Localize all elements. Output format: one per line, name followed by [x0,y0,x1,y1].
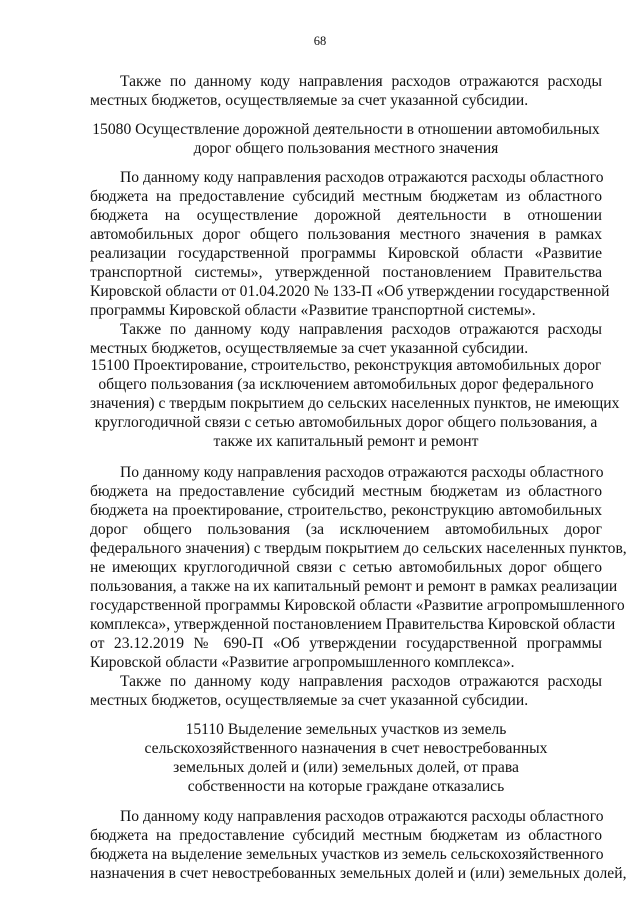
heading-line: общего пользования (за исключением автомобильных дорог федерального [98,376,594,393]
heading-line: земельных долей и (или) земельных долей, от права [173,759,519,776]
paragraph-4 [90,463,627,672]
heading-line: 15080 Осуществление дорожной деятельности в отношении автомобильных [92,121,600,138]
text-line: Также по данному коду направления расходов отражаются расходы [120,73,602,90]
section-heading-15110 [90,720,602,796]
text-line: не имеющих круглогодичной связи с сетью автомобильных дорог общего [90,559,602,576]
heading-line: дорог общего пользования местного значения [193,140,499,157]
text-line: реализации государственной программы Кировской области «Развитие [90,245,602,262]
paragraph-3 [90,320,602,358]
text-line: бюджета на предоставление субсидий местным бюджетам из областного [90,483,602,500]
text-line: государственной программы Кировской области «Развитие агропромышленного [90,597,625,614]
text-line: Также по данному коду направления расходов отражаются расходы [120,321,602,338]
text-line: комплекса», утвержденной постановлением Правительства Кировской области [90,616,616,633]
text-line: автомобильных дорог общего пользования местного значения в рамках [90,226,602,243]
text-line: бюджета на выделение земельных участков из земель сельскохозяйственного [90,846,604,863]
text-line: бюджета на проектирование, строительство, реконструкцию автомобильных [90,502,602,519]
heading-line: значения) с твердым покрытием до сельских населенных пунктов, не имеющих [90,395,620,412]
heading-line: 15100 Проектирование, строительство, реконструкция автомобильных дорог [90,357,602,374]
text-line: местных бюджетов, осуществляемые за счет указанной субсидии. [90,92,529,109]
page-number: 68 [313,34,327,48]
paragraph-6 [90,807,627,883]
text-line: транспортной системы», утвержденной постановлением Правительства [90,264,602,281]
text-line: Также по данному коду направления расходов отражаются расходы [120,673,602,690]
heading-line: собственности на которые граждане отказались [187,778,505,795]
heading-line: сельскохозяйственного назначения в счет невостребованных [144,740,548,757]
text-line: бюджета на предоставление субсидий местным бюджетам из областного [90,827,602,844]
text-line: По данному коду направления расходов отражаются расходы областного [120,169,604,186]
text-line: По данному коду направления расходов отражаются расходы областного [120,464,604,481]
paragraph-5 [90,672,602,710]
text-line: бюджета на осуществление дорожной деятельности в отношении [90,207,602,224]
text-line: назначения в счет невостребованных земельных долей и (или) земельных долей, [90,865,627,882]
section-heading-15100 [90,356,620,451]
text-line: дорог общего пользования (за исключением автомобильных дорог [90,521,602,538]
paragraph-1 [90,72,602,110]
text-line: По данному коду направления расходов отражаются расходы областного [120,808,604,825]
section-heading-15080 [90,120,602,158]
text-line: местных бюджетов, осуществляемые за счет указанной субсидии. [90,692,529,709]
text-line: пользования, а также на их капитальный ремонт и ремонт в рамках реализации [90,578,618,595]
text-line: местных бюджетов, осуществляемые за счет указанной субсидии. [90,340,529,357]
text-line: бюджета на предоставление субсидий местным бюджетам из областного [90,188,602,205]
text-line: от 23.12.2019 № 690-П «Об утверждении государственной программы [90,635,602,652]
text-line: программы Кировской области «Развитие транспортной системы». [90,302,536,319]
text-line: Кировской области от 01.04.2020 № 133-П «Об утверждении государственной [90,283,610,300]
heading-line: круглогодичной связи с сетью автомобильных дорог общего пользования, а [94,414,598,431]
heading-line: 15110 Выделение земельных участков из земель [185,721,507,738]
text-line: Кировской области «Развитие агропромышленного комплекса». [90,654,515,671]
text-line: федерального значения) с твердым покрытием до сельских населенных пунктов, [90,540,627,557]
heading-line: также их капитальный ремонт и ремонт [213,433,479,450]
paragraph-2 [90,168,610,320]
